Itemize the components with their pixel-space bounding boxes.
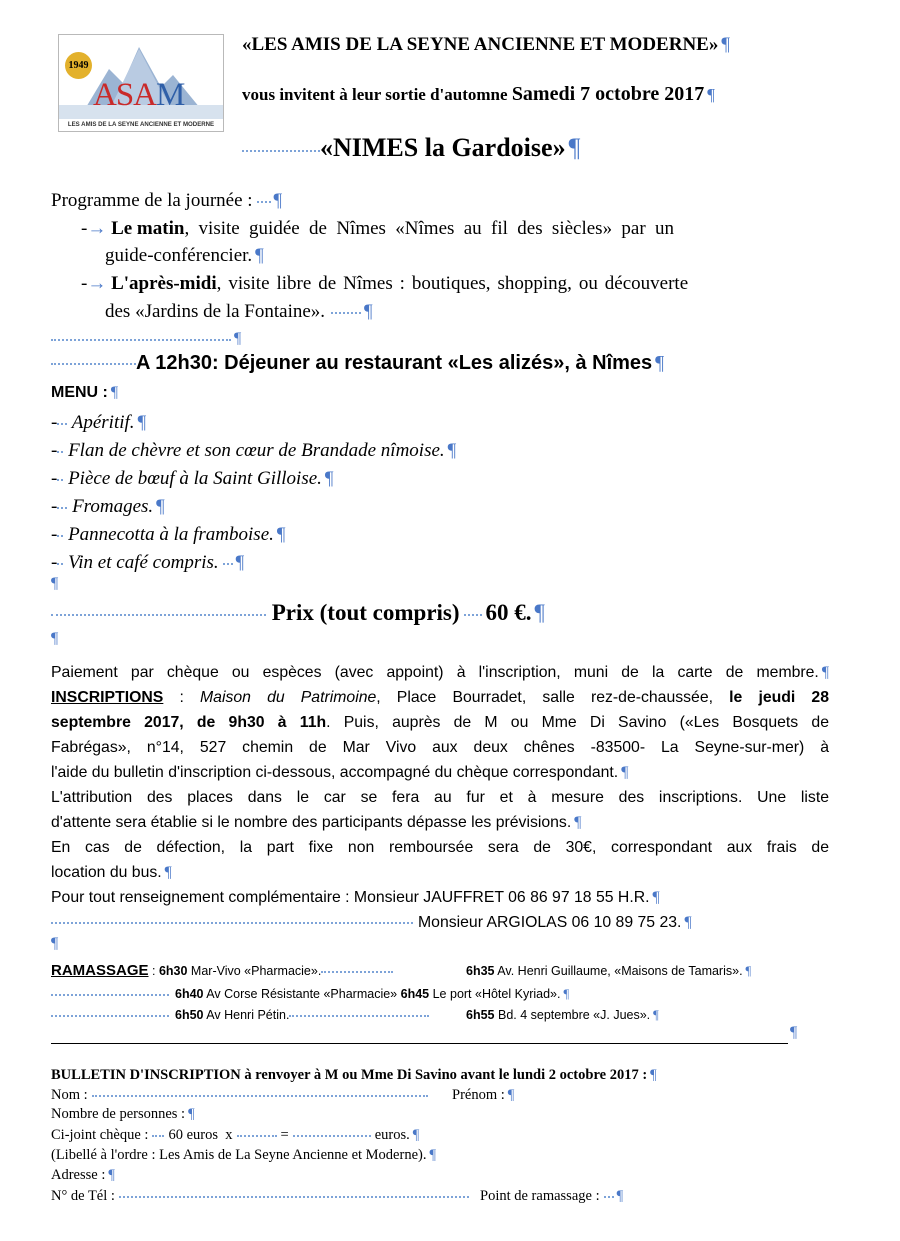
form-name-row[interactable]	[51, 1087, 428, 1104]
invite-line: vous invitent à leur sortie d'automne Samedi 7 octobre 2017 ¶	[242, 83, 715, 105]
form-order-note: (Libellé à l'ordre : Les Amis de La Seyne Ancienne et Moderne). ¶	[51, 1147, 437, 1163]
logo-letter-blue: M	[156, 77, 185, 113]
form-pickup-point-row[interactable]: Point de ramassage : ¶	[480, 1188, 624, 1204]
form-tel-row[interactable]	[51, 1188, 469, 1205]
attribution-line-2: d'attente sera établie si le nombre des participants dépasse les prévisions. ¶	[51, 814, 582, 831]
form-persons-row[interactable]: Nombre de personnes : ¶	[51, 1106, 195, 1122]
pickup-row-2: 6h40 Av Corse Résistante «Pharmacie» 6h45 Le port «Hôtel Kyriad». ¶	[51, 987, 569, 1002]
empty-paragraph: ¶	[51, 630, 59, 647]
address-field-label: Adresse :	[51, 1167, 106, 1183]
inscriptions-label: INSCRIPTIONS	[51, 689, 164, 706]
pickup-row-3: 6h50 Av Henri Pétin.	[51, 1008, 429, 1022]
contact-line-2: Monsieur ARGIOLAS 06 10 89 75 23. ¶	[51, 914, 692, 932]
program-item-morning: -→ Le matin, visite guidée de Nîmes «Nîmes au fil des siècles» par un	[81, 218, 675, 239]
form-address-row[interactable]: Adresse : ¶	[51, 1167, 115, 1183]
separator-line	[51, 1043, 788, 1044]
menu-item: - Pièce de bœuf à la Saint Gilloise. ¶	[51, 468, 334, 489]
attribution-line-1: L'attribution des places dans le car se fera au fur et à mesure des inscriptions. Une liste	[51, 789, 829, 806]
asam-logo	[58, 34, 224, 132]
org-title: «LES AMIS DE LA SEYNE ANCIENNE ET MODERNE» ¶	[242, 34, 730, 55]
form-heading: BULLETIN D'INSCRIPTION à renvoyer à M ou Mme Di Savino avant le lundi 2 octobre 2017 : ¶	[51, 1067, 657, 1083]
inscriptions-line-2: septembre 2017, de 9h30 à 11h. Puis, auprès de M ou Mme Di Savino («Les Bosquets de	[51, 714, 829, 731]
price-label: Prix (tout compris)	[271, 600, 460, 625]
pickup-stop: 6h35 Av. Henri Guillaume, «Maisons de Tamaris». ¶	[466, 964, 752, 978]
name-field-label: Nom :	[51, 1087, 88, 1103]
form-cheque-row[interactable]: Ci-joint chèque : 60 euros x = euros. ¶	[51, 1127, 420, 1143]
pickup-label: RAMASSAGE	[51, 962, 149, 979]
menu-item: - Pannecotta à la framboise. ¶	[51, 524, 286, 545]
program-heading: Programme de la journée : ¶	[51, 190, 283, 211]
price-line: Prix (tout compris) 60 €. ¶	[51, 600, 545, 626]
payment-text: Paiement par chèque ou espèces (avec appoint) à l'inscription, muni de la carte de membre. ¶	[51, 664, 829, 681]
persons-field-label: Nombre de personnes :	[51, 1106, 186, 1122]
pickup-stop: 6h55 Bd. 4 septembre «J. Jues». ¶	[466, 1008, 659, 1022]
menu-item: - Apéritif. ¶	[51, 412, 147, 433]
separator-pilcrow: ¶	[790, 1024, 798, 1041]
defection-line-1: En cas de défection, la part fixe non remboursée sera de 30€, correspondant aux frais de	[51, 839, 829, 856]
lunch-heading: A 12h30: Déjeuner au restaurant «Les alizés», à Nîmes ¶	[51, 352, 664, 375]
firstname-field-label: Prénom :	[452, 1087, 505, 1103]
inscriptions-line-3: Fabrégas», n°14, 527 chemin de Mar Vivo aux deux chênes -83500- La Seyne-sur-mer) à	[51, 739, 829, 756]
price-value: 60 €.	[485, 600, 532, 625]
logo-letters	[93, 77, 184, 114]
spacer-dots: ¶	[51, 330, 241, 348]
logo-letters-red: ASA	[93, 77, 157, 113]
program-item-afternoon: -→ L'après-midi, visite libre de Nîmes : boutiques, shopping, ou découverte	[81, 273, 689, 294]
defection-line-2: location du bus. ¶	[51, 864, 172, 881]
logo-year-badge: 1949	[65, 52, 92, 79]
tel-field-label: N° de Tél :	[51, 1188, 115, 1204]
invite-date: Samedi 7 octobre 2017	[511, 83, 705, 105]
inscriptions-line-1: INSCRIPTIONS : Maison du Patrimoine, Place Bourradet, salle rez-de-chaussée, le jeudi 28	[51, 689, 830, 706]
empty-paragraph: ¶	[51, 935, 59, 952]
program-item-morning-cont: guide-conférencier. ¶	[105, 245, 264, 266]
program-item-afternoon-cont: des «Jardins de la Fontaine». ¶	[105, 301, 373, 322]
pickup-row-1: RAMASSAGE : 6h30 Mar-Vivo «Pharmacie».	[51, 962, 393, 979]
inscriptions-line-4: l'aide du bulletin d'inscription ci-dessous, accompagné du chèque correspondant. ¶	[51, 764, 629, 781]
menu-heading: MENU : ¶	[51, 384, 119, 401]
pickup-point-field-label: Point de ramassage :	[480, 1188, 600, 1204]
form-firstname-row[interactable]: Prénom : ¶	[452, 1087, 515, 1103]
menu-item: - Vin et café compris. ¶	[51, 552, 245, 573]
menu-item: - Fromages. ¶	[51, 496, 165, 517]
event-title: «NIMES la Gardoise» ¶	[242, 133, 580, 163]
empty-paragraph: ¶	[51, 575, 59, 592]
menu-item: - Flan de chèvre et son cœur de Brandade nîmoise. ¶	[51, 440, 457, 461]
logo-caption: LES AMIS DE LA SEYNE ANCIENNE ET MODERNE	[67, 121, 215, 128]
contact-line-1: Pour tout renseignement complémentaire : Monsieur JAUFFRET 06 86 97 18 55 H.R. ¶	[51, 889, 660, 906]
